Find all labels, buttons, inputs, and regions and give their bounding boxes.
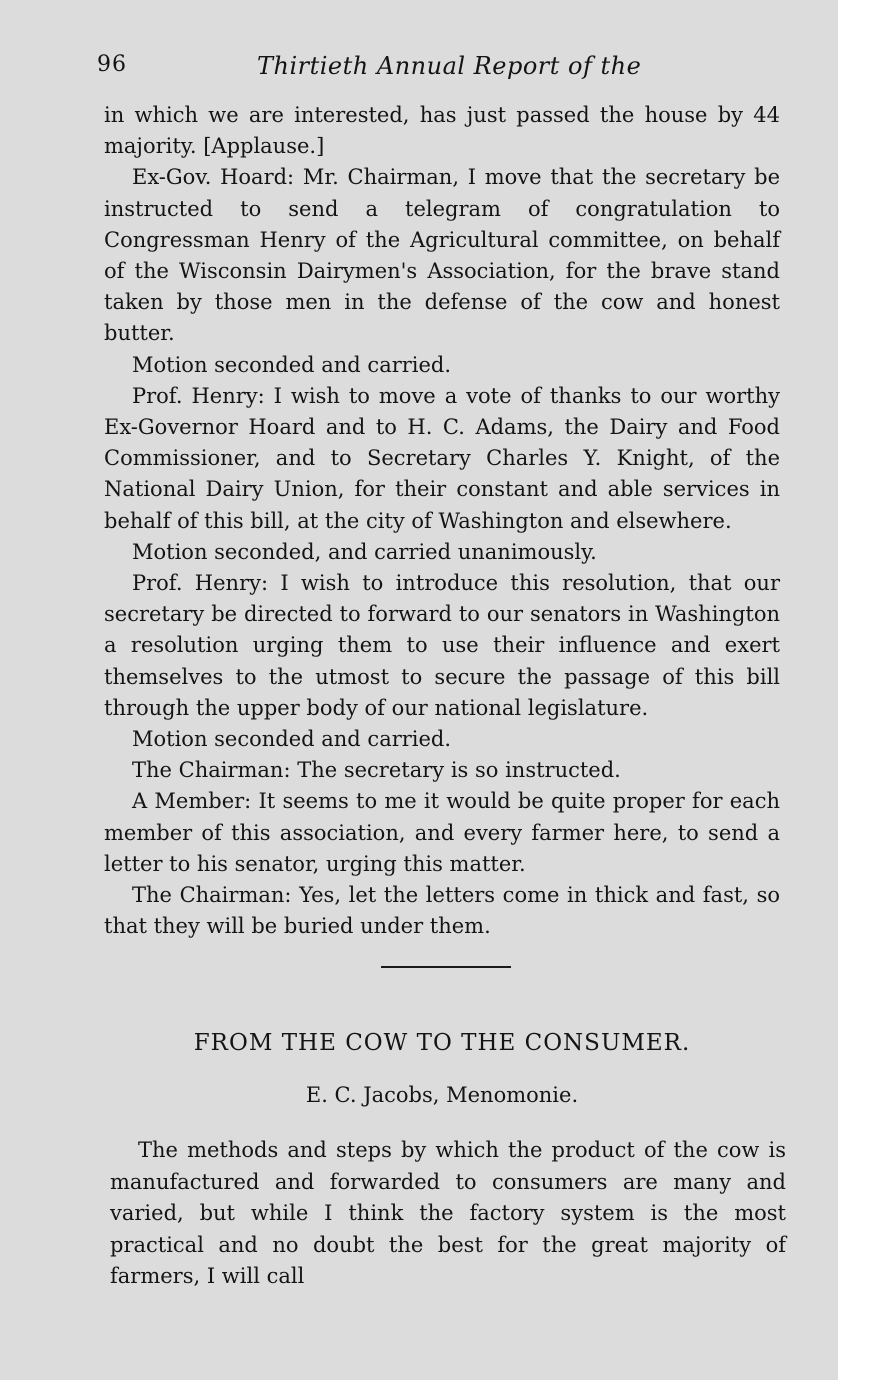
- page-header: [97, 52, 797, 88]
- paragraph: A Member: It seems to me it would be quite proper for each member of this association, and every farmer here, to send a letter to his senator, urging this matter.: [104, 789, 780, 876]
- article-body: [110, 1135, 786, 1293]
- paragraph: The Chairman: Yes, let the letters come in thick and fast, so that they will be buried under them.: [104, 883, 780, 939]
- section-divider: [381, 966, 511, 968]
- paragraph: Motion seconded and carried.: [132, 352, 452, 377]
- running-head: Thirtieth Annual Report of the: [257, 52, 642, 80]
- paragraph: Ex-Gov. Hoard: Mr. Chairman, I move that the secretary be instructed to send a telegram of congratulation to Congressman Henry of the Agricultural committee, on behalf of the Wisconsin Dairymen's Association, for the brave stand taken by those men in the defense of the cow and honest butter.: [104, 165, 780, 346]
- paragraph: The Chairman: The secretary is so instructed.: [132, 758, 621, 783]
- paragraph: Prof. Henry: I wish to move a vote of thanks to our worthy Ex-Governor Hoard and to H. C. Adams, the Dairy and Food Commissioner, and to Secretary Charles Y. Knight, of the National Dairy Union, for their constant and able services in behalf of this bill, at the city of Washington and elsewhere.: [104, 383, 780, 533]
- article-byline: E. C. Jacobs, Menomonie.: [305, 1083, 579, 1107]
- paragraph: Motion seconded, and carried unanimously.: [132, 539, 597, 564]
- article-title: FROM THE COW TO THE CONSUMER.: [193, 1030, 691, 1056]
- paragraph: in which we are interested, has just passed the house by 44 majority. [Applause.]: [104, 103, 780, 159]
- paragraph: Motion seconded and carried.: [132, 727, 452, 752]
- paragraph: The methods and steps by which the product of the cow is manufactured and forwarded to consumers are many and varied, but while I think the factory system is the most practical and no doubt the best for the great majority of farmers, I will call: [110, 1138, 786, 1288]
- page-number: 96: [97, 52, 127, 77]
- proceedings-text: [104, 100, 780, 942]
- paragraph: Prof. Henry: I wish to introduce this resolution, that our secretary be directed to forward to our senators in Washington a resolution urging them to use their influence and exert themselves to the utmost to secure the passage of this bill through the upper body of our national legislature.: [104, 571, 780, 720]
